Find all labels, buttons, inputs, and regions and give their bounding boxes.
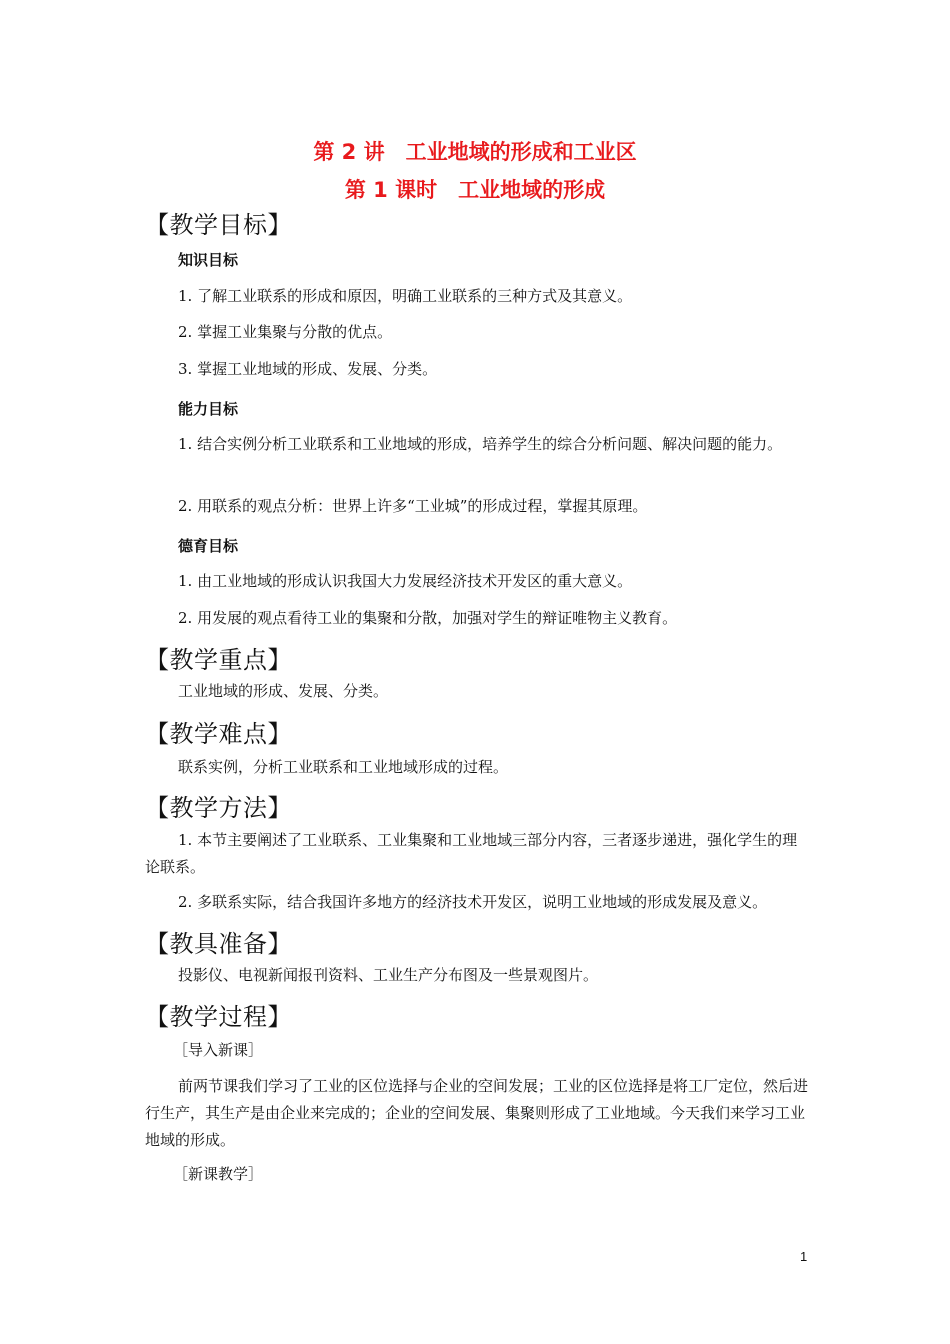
section-heading-key: 【教学重点】 [145, 646, 292, 674]
lesson-subtitle: 第 1 课时 工业地域的形成 [344, 178, 606, 202]
method-item-1: 1. 本节主要阐述了工业联系、工业集聚和工业地域三部分内容，三者逐步递进，强化学生的理论联系。 [145, 831, 798, 876]
method-item-2: 2. 多联系实际，结合我国许多地方的经济技术开发区，说明工业地域的形成发展及意义。 [178, 893, 768, 911]
lesson-title: 第 2 讲 工业地域的形成和工业区 [313, 140, 637, 164]
section-heading-goals: 【教学目标】 [145, 211, 292, 239]
section-heading-method: 【教学方法】 [145, 794, 292, 822]
ability-goal-2: 2. 用联系的观点分析：世界上许多“工业城”的形成过程，掌握其原理。 [178, 497, 648, 515]
ability-goal-1: 1. 结合实例分析工业联系和工业地域的形成，培养学生的综合分析问题、解决问题的能力。 [178, 435, 783, 453]
ability-goals-heading: 能力目标 [178, 400, 239, 418]
key-point-text: 工业地域的形成、发展、分类。 [178, 682, 389, 700]
moral-goal-1: 1. 由工业地域的形成认识我国大力发展经济技术开发区的重大意义。 [178, 572, 633, 590]
tools-text: 投影仪、电视新闻报刊资料、工业生产分布图及一些景观图片。 [178, 966, 599, 984]
section-heading-tools: 【教具准备】 [145, 930, 292, 958]
moral-goals-heading: 德育目标 [178, 537, 239, 555]
difficult-point-text: 联系实例，分析工业联系和工业地域形成的过程。 [178, 758, 509, 776]
knowledge-goal-1: 1. 了解工业联系的形成和原因，明确工业联系的三种方式及其意义。 [178, 287, 633, 305]
intro-heading: ［导入新课］ [173, 1041, 264, 1059]
section-heading-process: 【教学过程】 [145, 1003, 292, 1031]
intro-paragraph: 前两节课我们学习了工业的区位选择与企业的空间发展；工业的区位选择是将工厂定位，然后进行生产，其生产是由企业来完成的；企业的空间发展、集聚则形成了工业地域。今天我们来学习工业地域的形成。 [145, 1077, 809, 1149]
knowledge-goal-3: 3. 掌握工业地域的形成、发展、分类。 [178, 360, 438, 378]
section-heading-difficult: 【教学难点】 [145, 720, 292, 748]
new-lesson-heading: ［新课教学］ [173, 1165, 264, 1183]
page-number: 1 [800, 1249, 808, 1264]
knowledge-goals-heading: 知识目标 [178, 251, 239, 269]
knowledge-goal-2: 2. 掌握工业集聚与分散的优点。 [178, 323, 393, 341]
moral-goal-2: 2. 用发展的观点看待工业的集聚和分散，加强对学生的辩证唯物主义教育。 [178, 609, 678, 627]
